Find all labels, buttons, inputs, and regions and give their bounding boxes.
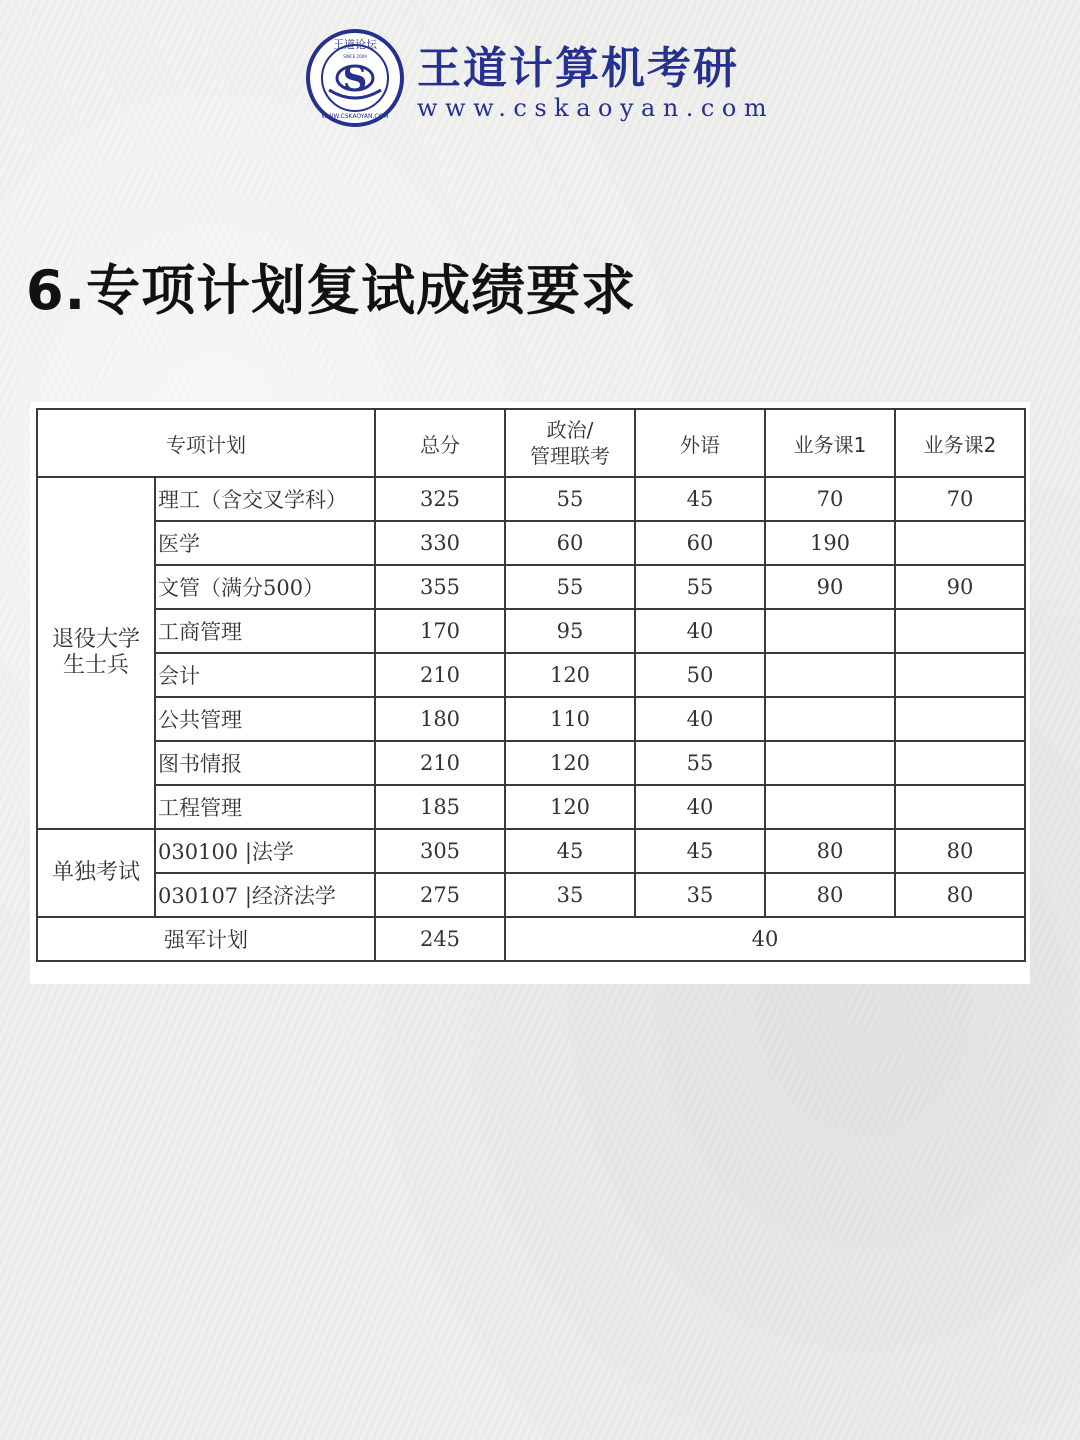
row-politics: 110 (505, 697, 635, 741)
row-total: 355 (375, 565, 505, 609)
row-foreign: 50 (635, 653, 765, 697)
row-foreign: 60 (635, 521, 765, 565)
group-veteran-line2: 生士兵 (62, 653, 129, 678)
table-row (37, 565, 1025, 609)
row-name: 030100 |法学 (155, 829, 375, 873)
row-foreign: 40 (635, 697, 765, 741)
header-politics (505, 409, 635, 477)
row-foreign: 45 (635, 829, 765, 873)
row-course2: 70 (895, 477, 1025, 521)
row-name: 医学 (155, 521, 375, 565)
row-course1: 190 (765, 521, 895, 565)
requirements-table (36, 408, 1026, 962)
qiangjun-merged: 40 (505, 917, 1025, 961)
row-politics: 55 (505, 477, 635, 521)
row-total: 325 (375, 477, 505, 521)
header-total: 总分 (375, 409, 505, 477)
table-header-row (37, 409, 1025, 477)
row-name: 理工（含交叉学科） (155, 477, 375, 521)
group-veteran (37, 477, 155, 829)
row-total: 305 (375, 829, 505, 873)
brand-name: 王道计算机考研 (417, 43, 739, 94)
logo-letter: S (342, 59, 368, 99)
row-course2: 80 (895, 873, 1025, 917)
row-politics: 120 (505, 741, 635, 785)
row-name: 文管（满分500） (155, 565, 375, 609)
row-course2 (895, 741, 1025, 785)
row-politics: 35 (505, 873, 635, 917)
row-foreign: 55 (635, 741, 765, 785)
row-total: 275 (375, 873, 505, 917)
row-course2: 90 (895, 565, 1025, 609)
group-veteran-line1: 退役大学 (51, 627, 140, 652)
row-course1 (765, 609, 895, 653)
row-course2 (895, 697, 1025, 741)
brand-url: www.cskaoyan.com (417, 94, 775, 122)
row-course1: 70 (765, 477, 895, 521)
row-name: 工程管理 (155, 785, 375, 829)
group-separate: 单独考试 (37, 829, 155, 917)
row-course1: 80 (765, 873, 895, 917)
table-row (37, 741, 1025, 785)
row-foreign: 45 (635, 477, 765, 521)
row-foreign: 40 (635, 785, 765, 829)
brand-header (305, 28, 785, 128)
table-row (37, 873, 1025, 917)
row-politics: 95 (505, 609, 635, 653)
table-row (37, 521, 1025, 565)
row-total: 210 (375, 653, 505, 697)
header-course1: 业务课1 (765, 409, 895, 477)
header-course2: 业务课2 (895, 409, 1025, 477)
row-course2: 80 (895, 829, 1025, 873)
row-course1: 90 (765, 565, 895, 609)
row-course1 (765, 697, 895, 741)
header-politics-line1: 政治/ (546, 418, 594, 442)
row-politics: 120 (505, 785, 635, 829)
header-foreign: 外语 (635, 409, 765, 477)
wangdao-logo-icon (305, 28, 405, 128)
row-course1 (765, 653, 895, 697)
row-politics: 45 (505, 829, 635, 873)
row-name: 030107 |经济法学 (155, 873, 375, 917)
logo-url-text: WWW.CSKAOYAN.COM (321, 113, 389, 120)
logo-year-text: SINCE 2009 (343, 54, 367, 59)
row-total: 330 (375, 521, 505, 565)
header-plan: 专项计划 (37, 409, 375, 477)
row-total: 185 (375, 785, 505, 829)
row-politics: 60 (505, 521, 635, 565)
table-row (37, 697, 1025, 741)
row-politics: 55 (505, 565, 635, 609)
table-row (37, 829, 1025, 873)
row-name: 图书情报 (155, 741, 375, 785)
table-row (37, 609, 1025, 653)
row-course2 (895, 785, 1025, 829)
row-name: 公共管理 (155, 697, 375, 741)
row-course1 (765, 741, 895, 785)
page-title: 6.专项计划复试成绩要求 (26, 259, 637, 322)
row-name: 工商管理 (155, 609, 375, 653)
row-politics: 120 (505, 653, 635, 697)
qiangjun-total: 245 (375, 917, 505, 961)
row-total: 210 (375, 741, 505, 785)
row-foreign: 40 (635, 609, 765, 653)
row-total: 170 (375, 609, 505, 653)
row-name: 会计 (155, 653, 375, 697)
table-row-qiangjun (37, 917, 1025, 961)
logo-ring-text: 王道论坛 (333, 38, 377, 51)
row-course1: 80 (765, 829, 895, 873)
table-row (37, 785, 1025, 829)
row-foreign: 35 (635, 873, 765, 917)
row-course2 (895, 653, 1025, 697)
row-total: 180 (375, 697, 505, 741)
table-row (37, 653, 1025, 697)
qiangjun-name: 强军计划 (37, 917, 375, 961)
table-row (37, 477, 1025, 521)
row-course1 (765, 785, 895, 829)
row-course2 (895, 521, 1025, 565)
requirements-table-card (30, 402, 1030, 984)
header-politics-line2: 管理联考 (530, 444, 610, 468)
row-course2 (895, 609, 1025, 653)
row-foreign: 55 (635, 565, 765, 609)
